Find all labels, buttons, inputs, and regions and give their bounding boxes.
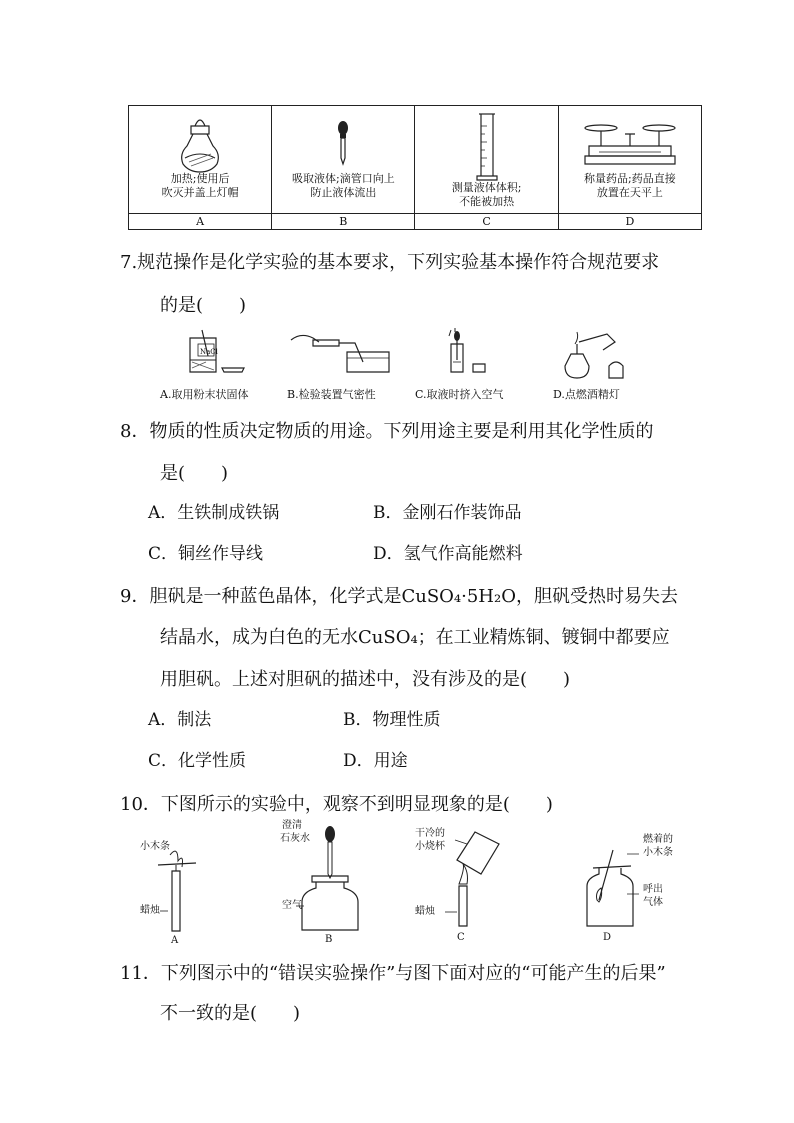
q7-d-caption: D.点燃酒精灯 [553, 388, 620, 401]
q9-stem-line-3: 用胆矾。上述对胆矾的描述中，没有涉及的是( ) [160, 669, 571, 690]
balance-icon [559, 106, 702, 174]
q6-b-label: B [272, 213, 414, 229]
q10-d-stick-label-1: 燃着的 [643, 834, 673, 845]
q10-figure-a [140, 835, 210, 950]
q10-c-label: C [457, 932, 465, 943]
graduated-cylinder-icon [415, 106, 558, 184]
q6-b-caption-1: 吸取液体;滴管口向上 [291, 172, 395, 185]
q10-figure-b [280, 820, 380, 950]
q10-b-label: B [325, 934, 333, 945]
q6-a-label: A [129, 213, 271, 229]
q10-a-candle-label: 蜡烛 [140, 905, 160, 916]
q9-option-a[interactable]: A．制法 [148, 710, 212, 730]
q9-option-c[interactable]: C．化学性质 [148, 751, 247, 771]
q10-stem: 10．下图所示的实验中，观察不到明显现象的是( ) [120, 794, 553, 815]
q6-d-caption-2: 放置在天平上 [596, 186, 663, 199]
q10-d-stick-label-2: 小木条 [643, 847, 673, 858]
q10-d-label: D [603, 932, 612, 943]
q7-c-caption: C.取液时挤入空气 [415, 388, 504, 401]
q10-b-air-label: 空气 [282, 900, 302, 911]
q7-a-reagent-label: NaCl [200, 348, 218, 356]
q9-stem-line-2: 结晶水，成为白色的无水CuSO₄；在工业精炼铜、镀铜中都要应 [160, 627, 670, 648]
q11-stem-line-1: 11．下列图示中的“错误实验操作”与图下面对应的“可能产生的后果” [120, 963, 666, 984]
q6-b-caption-2: 防止液体流出 [310, 186, 377, 199]
q6-a-caption-1: 加热;使用后 [170, 172, 230, 185]
q7-figure-a [160, 326, 260, 401]
q6-cell-b [272, 106, 415, 230]
q6-a-caption-2: 吹灭并盖上灯帽 [161, 186, 239, 199]
q10-figure-c [415, 828, 525, 950]
q10-a-label: A [171, 935, 179, 946]
q7-stem-line-1: 7.规范操作是化学实验的基本要求，下列实验基本操作符合规范要求 [120, 252, 660, 273]
q6-cell-c [415, 106, 558, 230]
q8-stem-line-2: 是( ) [160, 463, 229, 484]
q7-a-caption: A.取用粉末状固体 [160, 388, 249, 401]
dropper-icon [272, 106, 415, 176]
q6-c-caption-2: 不能被加热 [459, 195, 515, 208]
q6-d-label: D [559, 213, 701, 229]
q10-c-beaker-label-2: 小烧杯 [415, 841, 445, 852]
q10-b-limewater-label-2: 石灰水 [280, 833, 310, 844]
q9-option-d[interactable]: D．用途 [343, 751, 408, 771]
q8-option-c[interactable]: C．铜丝作导线 [148, 544, 264, 564]
q6-cell-d [558, 106, 701, 230]
q7-b-caption: B.检验装置气密性 [287, 388, 376, 401]
q7-stem-line-2: 的是( ) [160, 295, 247, 316]
q7-figure-c [415, 326, 515, 401]
q10-c-beaker-label-1: 干冷的 [415, 828, 445, 839]
q11-stem-line-2: 不一致的是( ) [160, 1003, 301, 1024]
q6-c-caption-1: 测量液体体积; [451, 181, 522, 194]
q9-stem-line-1: 9．胆矾是一种蓝色晶体，化学式是CuSO₄·5H₂O，胆矾受热时易失去 [120, 586, 678, 607]
q8-option-a[interactable]: A．生铁制成铁锅 [148, 503, 280, 523]
q10-a-stick-label: 小木条 [140, 841, 170, 852]
q10-d-breath-label-2: 气体 [643, 897, 663, 908]
q7-figure-b [285, 326, 395, 401]
q6-d-caption-1: 称量药品;药品直接 [584, 172, 676, 185]
q9-option-b[interactable]: B．物理性质 [343, 710, 441, 730]
q8-option-b[interactable]: B．金刚石作装饰品 [373, 503, 522, 523]
q10-figure-d [575, 830, 685, 950]
q8-stem-line-1: 8．物质的性质决定物质的用途。下列用途主要是利用其化学性质的 [120, 421, 654, 442]
q10-d-breath-label-1: 呼出 [643, 884, 663, 895]
q10-c-candle-label: 蜡烛 [415, 906, 435, 917]
q10-b-limewater-label-1: 澄清 [282, 820, 302, 831]
q8-option-d[interactable]: D．氢气作高能燃料 [373, 544, 523, 564]
q6-cell-a [129, 106, 272, 230]
q7-figure-d [545, 326, 645, 401]
q6-option-table [128, 105, 702, 230]
q6-c-label: C [415, 213, 557, 229]
